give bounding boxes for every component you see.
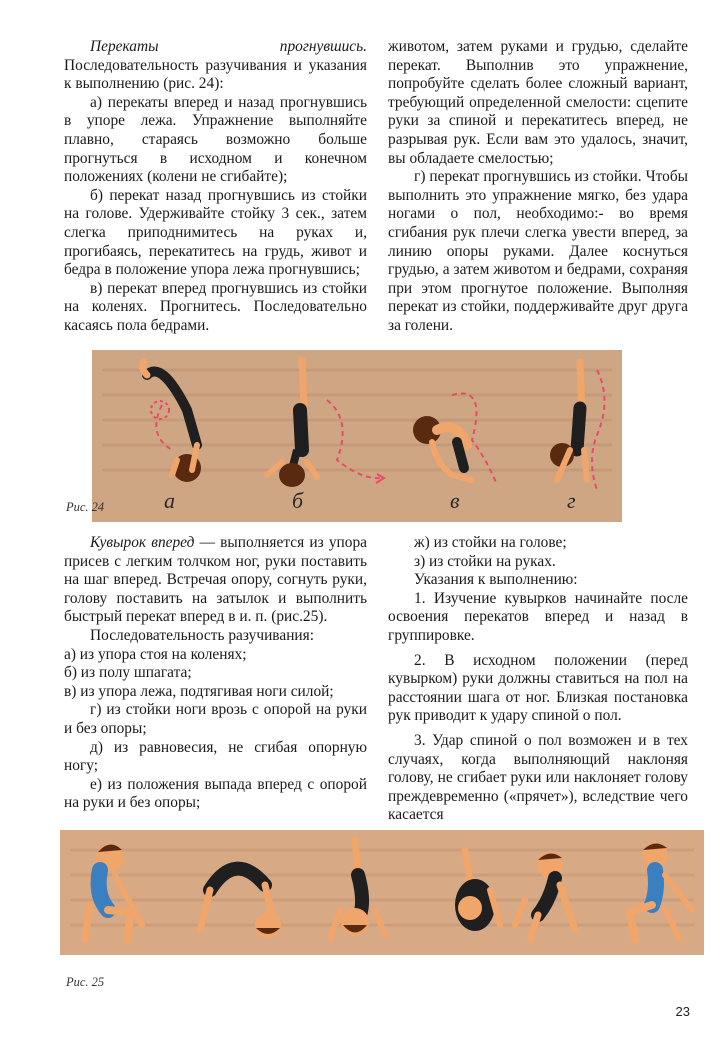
sequence-item: г) из стойки ноги врозь с опорой на руки и без опоры; [64, 701, 367, 737]
phase-4-person [455, 850, 500, 931]
sequence-item: а) из упора стоя на коленях; [64, 645, 247, 663]
item-b: б) перекат назад прогнувшись из стойки на голове. Удерживайте стойку 3 сек., затем слегка приподнимитесь на руках и, прогибаясь, перекатитесь на грудь, живот и бедра в положение упора лежа прогнувшись; [64, 186, 367, 279]
figure-a-person [143, 362, 201, 482]
sequence-item: д) из равновесия, не сгибая опорную ногу; [64, 738, 367, 775]
figure-24-illustration [92, 350, 622, 522]
figure-b-person [267, 360, 384, 487]
figure-letter-b: б [292, 488, 304, 513]
sequence-item: з) из стойки на руках. [414, 552, 556, 570]
phase-2-person [200, 869, 281, 938]
instructions-title: Указания к выполнению: [414, 571, 578, 589]
sequence-title: Последовательность разучивания: [90, 626, 315, 644]
somersault-text: — выполняется из упора присев с легким толчком ног, руки поставить на шаг вперед. Встречая опору, согнуть руки, голову поставить на затылок и выполнить быстрый перекат вперед в и. п. (рис.25). [64, 534, 367, 626]
item-a: а) перекаты вперед и назад прогнувшись в упоре лежа. Упражнение выполняйте плавно, стараясь возможно больше прогнуться в исходном и конечном положениях (колени не сгибайте); [64, 93, 367, 186]
text-column-bottom-left [64, 534, 367, 813]
phase-5-person [515, 852, 575, 940]
intro-text: Последовательность разучивания и указания к выполнению (рис. 24): [64, 56, 367, 93]
figure-25-illustration [60, 830, 704, 955]
instruction-2: 2. В исходном положении (перед кувырком) руки должны ставиться на пол на расстоянии шага от ног. Близкая постановка рук приводит к удару спиной о пол. [388, 651, 688, 725]
figure-letter-v: в [450, 488, 460, 513]
instruction-3: 3. Удар спиной о пол возможен и в тех случаях, когда выполняющий наклоняя голову, не сгибает руки или наклоняет голову преждевременно («прячет»), вследствие чего касается [388, 731, 688, 824]
figure-25-drawing [60, 830, 704, 955]
text-column-bottom-right [388, 534, 688, 825]
figure-letter-g: г [567, 488, 576, 513]
sequence-item: ж) из стойки на голове; [414, 534, 567, 551]
text-column-top-left [64, 38, 367, 336]
sequence-item: б) из полу шпагата; [64, 664, 192, 682]
paragraph-intro [64, 38, 367, 94]
item-v: в) перекат вперед прогнувшись из стойки на коленях. Прогнитесь. Последовательно касаясь пола бедрами. [64, 279, 367, 334]
section-lead-rolls: Перекаты прогнувшись. [90, 38, 367, 55]
figure-25-caption: Рис. 25 [66, 975, 105, 989]
sequence-item: е) из положения выпада вперед с опорой на руки и без опоры; [64, 775, 367, 812]
figure-24-caption: Рис. 24 [66, 500, 105, 514]
text-column-top-right [388, 38, 688, 336]
item-g: г) перекат прогнувшись из стойки. Чтобы выполнить это упражнение мягко, без удара ногами о пол, необходимо:- во время сгибания рук плечи слегка увести вперед, за линию опоры руками. Далее коснуться грудью, а затем животом и бедрами, сохраняя при этом прогнутое положение. Выполняя перекат из стойки, поддерживайте друг друга за голени. [388, 168, 688, 334]
paragraph-somersault [64, 534, 367, 627]
section-lead-somersault: Кувырок вперед [90, 534, 195, 551]
paragraph-continuation: животом, затем руками и грудью, сделайте перекат. Выполнив это упражнение, попробуйте сделать более сложный вариант, требующий определенной смелости: сцепите руки за спиной и перекатитесь вперед, не разрывая рук. Если вам это удалось, значит, вы обладаете смелостью; [388, 38, 688, 167]
page-number: 23 [675, 1004, 690, 1019]
figure-letter-a: а [164, 488, 175, 513]
sequence-item: в) из упора лежа, подтягивая ноги силой; [64, 682, 334, 700]
instruction-1: 1. Изучение кувырков начинайте после освоения перекатов вперед и назад в группировке. [388, 589, 688, 644]
